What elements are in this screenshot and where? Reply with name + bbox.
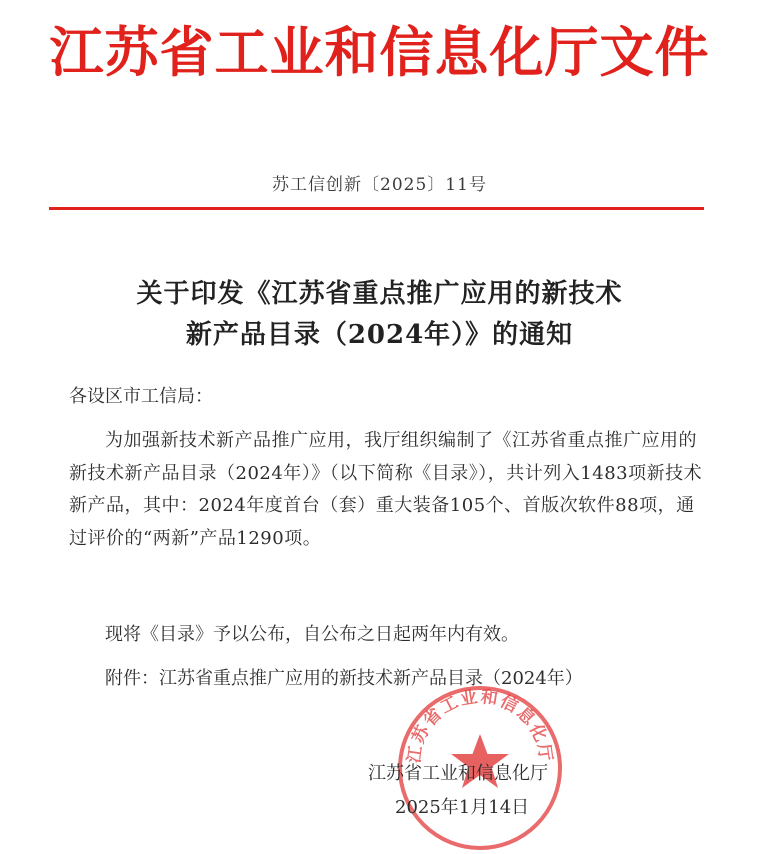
- notice-title-line-2: 新产品目录（2024年）》的通知: [185, 320, 574, 350]
- attachment-line: 附件：江苏省重点推广应用的新技术新产品目录（2024年）: [105, 668, 583, 689]
- issue-date: 2025年1月14日: [395, 797, 530, 818]
- body-paragraph-2: 现将《目录》予以公布，自公布之日起两年内有效。: [105, 624, 519, 645]
- body-paragraph-1: 为加强新技术新产品推广应用，我厅组织编制了《江苏省重点推广应用的新技术新产品目录（2024年）》（以下简称《目录》），共计列入1483项新技术新产品，其中：2024年度首台（套）重大装备105个、首版次软件88项，通过评价的“两新”产品1290项。: [69, 430, 703, 549]
- issuer-signature: 江苏省工业和信息化厅: [368, 763, 548, 784]
- document-number: 苏工信创新〔2025〕11号: [272, 175, 487, 195]
- red-divider-line: [49, 207, 704, 210]
- notice-title-line-1: 关于印发《江苏省重点推广应用的新技术: [136, 279, 623, 309]
- seal-text: 江苏省工业和信息化厅: [404, 687, 556, 765]
- document-header-title: 江苏省工业和信息化厅文件: [49, 21, 710, 84]
- salutation: 各设区市工信局：: [69, 386, 213, 407]
